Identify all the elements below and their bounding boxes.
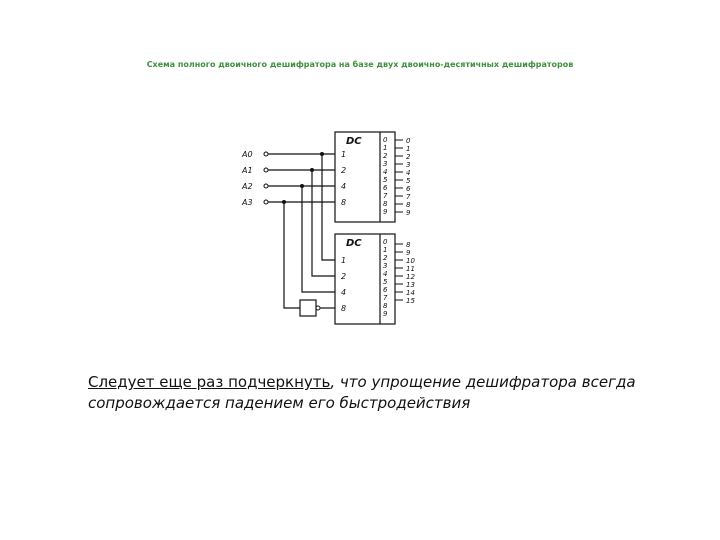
upper-pin-label: 6 bbox=[383, 184, 388, 192]
input-label: A0 bbox=[242, 150, 253, 159]
lower-pin-label: 2 bbox=[383, 254, 388, 262]
lower-pin-label: 1 bbox=[383, 246, 388, 254]
lower-output-label: 9 bbox=[406, 249, 411, 257]
upper-pin-label: 3 bbox=[383, 160, 388, 168]
inverter-gate bbox=[300, 300, 316, 316]
upper-weight-label: 2 bbox=[341, 166, 347, 175]
input-label: A1 bbox=[242, 166, 253, 175]
lower-pin-label: 4 bbox=[383, 270, 388, 278]
lower-weight-label: 8 bbox=[341, 304, 347, 313]
lower-output-label: 13 bbox=[406, 281, 415, 289]
lower-pin-label: 3 bbox=[383, 262, 388, 270]
lower-pin-label: 5 bbox=[383, 278, 388, 286]
lower-output-label: 10 bbox=[406, 257, 415, 265]
upper-decoder-title: DC bbox=[346, 136, 362, 147]
lower-weight-label: 2 bbox=[341, 272, 347, 281]
caption-italic: , что упрощение дешифратора всегда сопровождается падением его быстродействия bbox=[88, 373, 636, 412]
caption-underlined: Следует еще раз подчеркнуть bbox=[88, 373, 331, 391]
lower-output-label: 14 bbox=[406, 289, 415, 297]
upper-output-label: 0 bbox=[406, 137, 411, 145]
lower-pin-label: 7 bbox=[383, 294, 388, 302]
lower-pin-label: 9 bbox=[383, 310, 388, 318]
lower-pin-label: 0 bbox=[383, 238, 388, 246]
upper-pin-label: 0 bbox=[383, 136, 388, 144]
lower-weight-label: 1 bbox=[341, 256, 347, 265]
input-label: A2 bbox=[242, 182, 253, 191]
upper-pin-label: 2 bbox=[383, 152, 388, 160]
decoder-circuit-diagram bbox=[240, 128, 440, 338]
upper-output-label: 5 bbox=[406, 177, 411, 185]
upper-pin-label: 1 bbox=[383, 144, 388, 152]
upper-pin-label: 4 bbox=[383, 168, 388, 176]
upper-output-label: 8 bbox=[406, 201, 411, 209]
upper-output-label: 3 bbox=[406, 161, 411, 169]
upper-pin-label: 9 bbox=[383, 208, 388, 216]
lower-output-label: 8 bbox=[406, 241, 411, 249]
upper-output-label: 2 bbox=[406, 153, 411, 161]
caption-text bbox=[88, 372, 688, 414]
lower-output-label: 15 bbox=[406, 297, 415, 305]
upper-output-label: 7 bbox=[406, 193, 411, 201]
lower-output-label: 11 bbox=[406, 265, 415, 273]
lower-output-label: 12 bbox=[406, 273, 415, 281]
upper-output-label: 4 bbox=[406, 169, 411, 177]
upper-pin-label: 5 bbox=[383, 176, 388, 184]
upper-weight-label: 4 bbox=[341, 182, 347, 191]
upper-output-label: 9 bbox=[406, 209, 411, 217]
lower-weight-label: 4 bbox=[341, 288, 347, 297]
slide-title: Схема полного двоичного дешифратора на базе двух двоично-десятичных дешифраторов bbox=[146, 60, 574, 69]
upper-pin-label: 7 bbox=[383, 192, 388, 200]
upper-weight-label: 1 bbox=[341, 150, 347, 159]
upper-output-label: 6 bbox=[406, 185, 411, 193]
lower-decoder-title: DC bbox=[346, 238, 362, 249]
upper-output-label: 1 bbox=[406, 145, 411, 153]
upper-weight-label: 8 bbox=[341, 198, 347, 207]
lower-pin-label: 8 bbox=[383, 302, 388, 310]
upper-pin-label: 8 bbox=[383, 200, 388, 208]
lower-pin-label: 6 bbox=[383, 286, 388, 294]
input-label: A3 bbox=[242, 198, 253, 207]
